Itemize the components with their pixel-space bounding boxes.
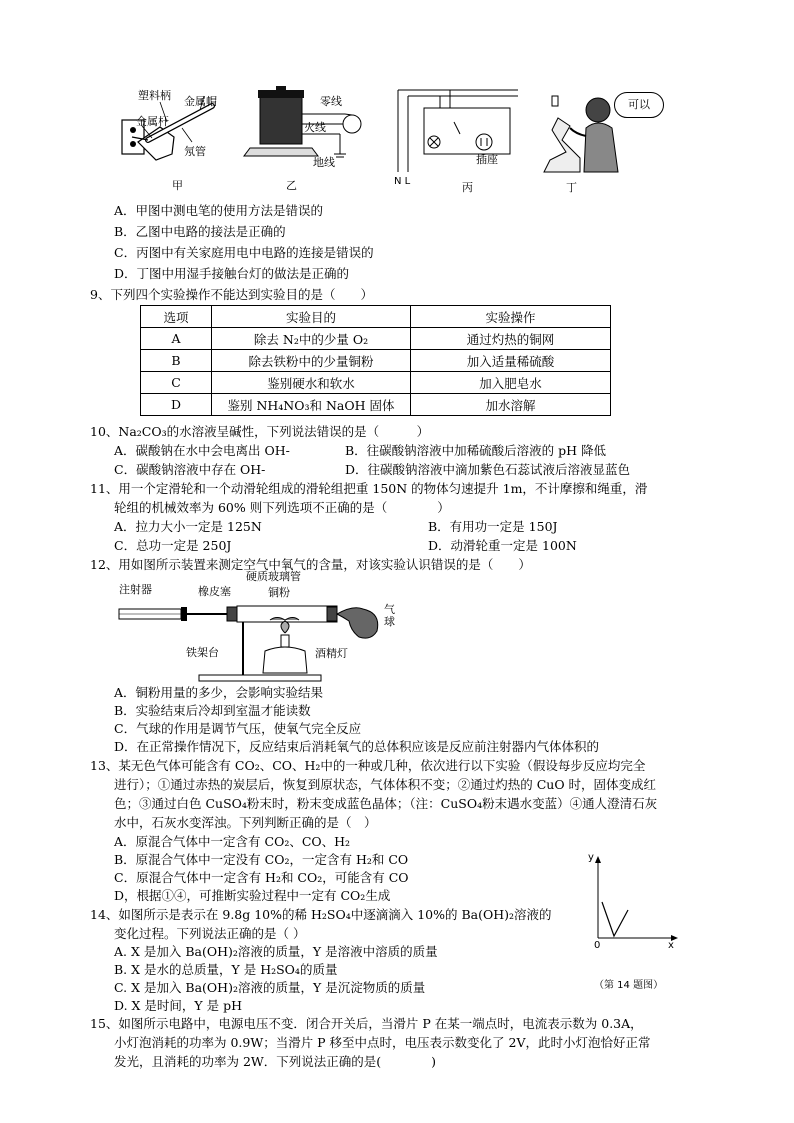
q9-table — [140, 305, 611, 416]
q9-stem: 9、下列四个实验操作不能达到实验目的是（ ） — [90, 287, 373, 302]
table-row — [141, 350, 611, 372]
q8-option-b: B．乙图中电路的接法是正确的 — [114, 224, 286, 239]
q13-stem-line1: 13、某无色气体可能含有 CO₂、CO、H₂中的一种或几种，依次进行以下实验（假设每步反应均完全 — [90, 758, 646, 773]
graph-x-label: x — [668, 940, 674, 951]
q13-option-c: C．原混合气体中一定含有 H₂和 CO₂，可能含有 CO — [114, 870, 409, 885]
label-neutral-wire: 零线 — [320, 95, 342, 108]
q11-stem-line2: 轮组的机械效率为 60% 则下列选项不正确的是（ ） — [114, 500, 450, 515]
q8-option-c: C．丙图中有关家庭用电中电路的连接是错误的 — [114, 245, 374, 260]
row-a-operation: 通过灼热的铜网 — [411, 328, 611, 350]
caption-bing: 丙 — [462, 181, 473, 194]
q14-stem-line1: 14、如图所示是表示在 9.8g 10%的稀 H₂SO₄中逐滴滴入 10%的 Ba(OH)₂溶液的 — [90, 907, 552, 922]
row-c-operation: 加入肥皂水 — [411, 372, 611, 394]
q12-option-c: C．气球的作用是调节气压，使氧气完全反应 — [114, 721, 362, 736]
label-live-wire: 火线 — [304, 121, 326, 134]
header-option: 选项 — [141, 306, 212, 328]
row-a-option: A — [141, 328, 212, 350]
label-metal-cap: 金属帽 — [184, 95, 217, 108]
row-b-purpose: 除去铁粉中的少量铜粉 — [212, 350, 411, 372]
row-b-operation: 加入适量稀硫酸 — [411, 350, 611, 372]
label-socket: 插座 — [476, 153, 498, 166]
q8-option-d: D．丁图中用湿手接触台灯的做法是正确的 — [114, 266, 350, 281]
q10-option-b: B．往碳酸钠溶液中加稀硫酸后溶液的 pH 降低 — [345, 443, 607, 458]
label-plastic-handle: 塑料柄 — [138, 89, 171, 102]
q14-graph-axes — [584, 850, 684, 950]
caption-ding: 丁 — [566, 181, 577, 194]
q15-stem-line1: 15、如图所示电路中，电源电压不变．闭合开关后，当滑片 P 在某一端点时，电流表示数为 0.3A， — [90, 1016, 643, 1031]
q14-stem-line2: 变化过程。下列说法正确的是（ ） — [114, 926, 306, 941]
q11-option-d: D．动滑轮重一定是 100N — [428, 538, 577, 553]
oxygen-apparatus-drawing — [115, 575, 405, 685]
table-row — [141, 372, 611, 394]
q14-option-a: A. X 是加入 Ba(OH)₂溶液的质量，Y 是溶液中溶质的质量 — [114, 944, 438, 959]
graph-origin-label: 0 — [594, 940, 601, 951]
q15-stem-line3: 发光，且消耗的功率为 2W．下列说法正确的是( ) — [114, 1054, 437, 1069]
label-glass-tube: 硬质玻璃管 — [246, 570, 301, 583]
label-stopper: 橡皮塞 — [198, 585, 231, 598]
label-copper-powder: 铜粉 — [268, 586, 290, 599]
label-neon-tube: 氖管 — [184, 145, 206, 158]
q14-option-d: D. X 是时间，Y 是 pH — [114, 998, 242, 1013]
q11-option-b: B．有用功一定是 150J — [428, 519, 558, 534]
label-alcohol-lamp: 酒精灯 — [315, 647, 348, 660]
q12-option-a: A．铜粉用量的多少，会影响实验结果 — [114, 685, 324, 700]
row-d-operation: 加水溶解 — [411, 394, 611, 416]
q13-stem-line3: 色；③通过白色 CuSO₄粉末时，粉末变成蓝色晶体；（注：CuSO₄粉末遇水变蓝）④通人澄清石灰 — [114, 796, 658, 811]
q12-stem: 12、用如图所示装置来测定空气中氧气的含量，对该实验认识错误的是（ ） — [90, 557, 531, 572]
table-header-row — [141, 306, 611, 328]
q10-option-c: C．碳酸钠溶液中存在 OH- — [114, 462, 266, 477]
row-d-option: D — [141, 394, 212, 416]
q10-stem: 10、Na₂CO₃的水溶液呈碱性，下列说法错误的是（ ） — [90, 424, 430, 439]
q8-option-a: A．甲图中测电笔的使用方法是错误的 — [114, 203, 324, 218]
header-operation: 实验操作 — [411, 306, 611, 328]
q11-option-c: C．总功一定是 250J — [114, 538, 232, 553]
row-c-purpose: 鉴别硬水和软水 — [212, 372, 411, 394]
label-n-l: N L — [394, 176, 411, 187]
label-balloon: 气 球 — [384, 603, 395, 628]
q15-stem-line2: 小灯泡消耗的功率为 0.9W；当滑片 P 移至中点时，电压表示数变化了 2V，此时小灯泡恰好正常 — [114, 1035, 651, 1050]
header-purpose: 实验目的 — [212, 306, 411, 328]
q12-option-b: B．实验结束后冷却到室温才能读数 — [114, 703, 311, 718]
q11-stem-line1: 11、用一个定滑轮和一个动滑轮组成的滑轮组把重 150N 的物体匀速提升 1m，不计摩擦和绳重，滑 — [90, 481, 648, 496]
table-row — [141, 394, 611, 416]
label-syringe: 注射器 — [119, 583, 152, 596]
q10-option-d: D．往碳酸钠溶液中滴加紫色石蕊试液后溶液显蓝色 — [345, 462, 631, 477]
q11-option-a: A．拉力大小一定是 125N — [114, 519, 262, 534]
caption-yi: 乙 — [286, 179, 297, 192]
row-d-purpose: 鉴别 NH₄NO₃和 NaOH 固体 — [212, 394, 411, 416]
label-ground-wire: 地线 — [313, 156, 335, 169]
q13-option-a: A．原混合气体中一定含有 CO₂、CO、H₂ — [114, 834, 351, 849]
q13-option-d: D，根据①④，可推断实验过程中一定有 CO₂生成 — [114, 888, 391, 903]
row-c-option: C — [141, 372, 212, 394]
label-iron-stand: 铁架台 — [186, 646, 219, 659]
label-metal-rod: 金属杆 — [136, 115, 169, 128]
graph-y-label: y — [588, 852, 594, 863]
q10-option-a: A．碳酸钠在水中会电离出 OH- — [114, 443, 290, 458]
q12-option-d: D．在正常操作情况下，反应结束后消耗氧气的总体积应该是反应前注射器内气体体积的 — [114, 739, 600, 754]
q13-stem-line4: 水中，石灰水变浑浊。下列判断正确的是（ ） — [114, 815, 377, 830]
wet-hand-lamp-figure — [540, 88, 620, 178]
household-circuit-figure — [390, 86, 520, 176]
table-row — [141, 328, 611, 350]
speech-bubble: 可以 — [614, 92, 664, 118]
q13-option-b: B．原混合气体中一定没有 CO₂，一定含有 H₂和 CO — [114, 852, 409, 867]
graph-caption: （第 14 题图） — [594, 980, 664, 991]
q14-option-c: C. X 是加入 Ba(OH)₂溶液的质量，Y 是沉淀物质的质量 — [114, 980, 426, 995]
q14-option-b: B. X 是水的总质量，Y 是 H₂SO₄的质量 — [114, 962, 338, 977]
row-b-option: B — [141, 350, 212, 372]
row-a-purpose: 除去 N₂中的少量 O₂ — [212, 328, 411, 350]
q13-stem-line2: 进行）；①通过赤热的炭层后，恢复到原状态，气体体积不变；②通过灼热的 CuO 时，固体变成红 — [114, 777, 657, 792]
caption-jia: 甲 — [172, 179, 183, 192]
